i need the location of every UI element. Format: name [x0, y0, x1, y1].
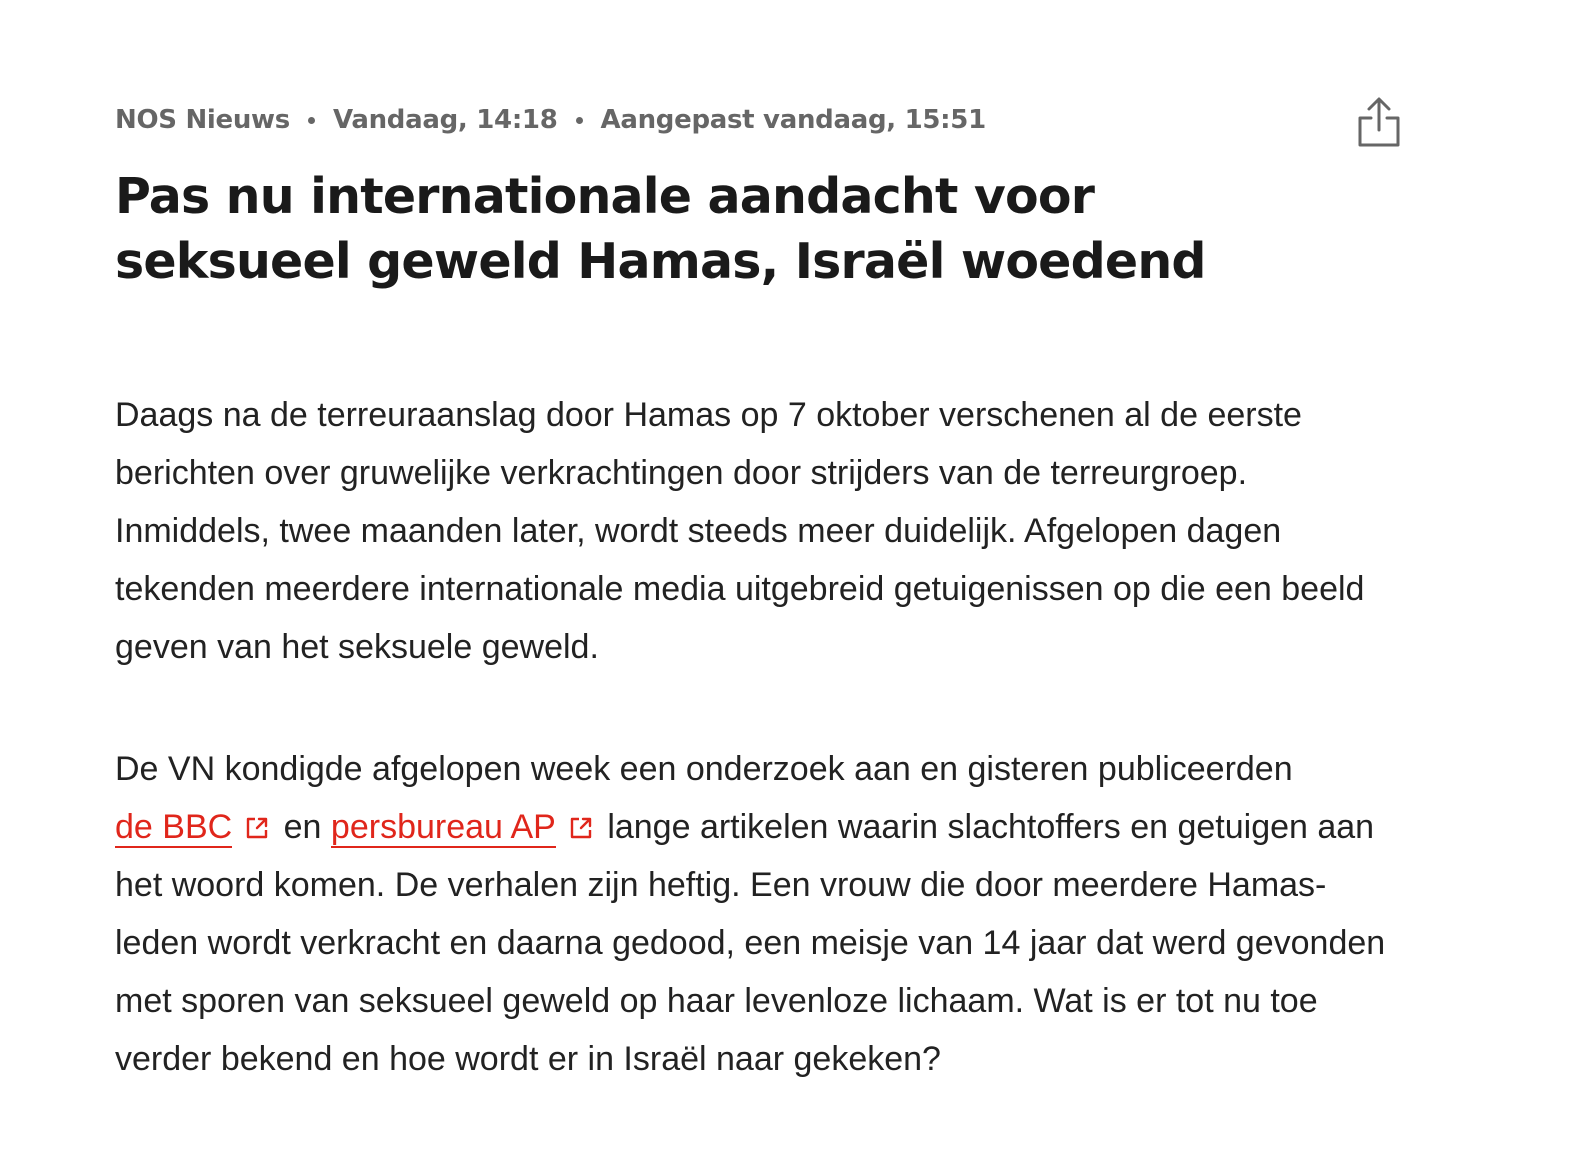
- link-ap[interactable]: persbureau AP: [330, 808, 556, 846]
- article-meta: [115, 96, 1405, 144]
- article-body: [115, 386, 1405, 1088]
- paragraph-2-rest: lange artikelen waarin slachtoffers en getuigen aan het woord komen. De verhalen zijn heftig. Een vrouw die door meerdere Hamas-leden wordt verkracht en daarna gedood, een meisje van 14 jaar dat werd gevonden met sporen van seksueel geweld op haar levenloze lichaam. Wat is er tot nu toe verder bekend en hoe wordt er in Israël naar gekeken?: [115, 808, 1386, 1078]
- updated-time: Aangepast vandaag, 15:51: [600, 105, 986, 135]
- share-icon: [1356, 96, 1402, 148]
- source-label: NOS Nieuws: [115, 105, 290, 135]
- published-time: Vandaag, 14:18: [332, 105, 558, 135]
- paragraph-2: [115, 740, 1405, 1088]
- paragraph-1: Daags na de terreuraanslag door Hamas op 7 oktober verschenen al de eerste berichten over gruwelijke verkrachtingen door strijders van de terreurgroep. Inmiddels, twee maanden later, wordt steeds meer duidelijk. Afgelopen dagen tekenden meerdere internationale media uitgebreid getuigenissen op die een beeld geven van het seksuele geweld.: [115, 396, 1365, 666]
- paragraph-2-intro: De VN kondigde afgelopen week een onderzoek aan en gisteren publiceerden: [115, 750, 1293, 788]
- article-headline: Pas nu internationale aandacht voor seksueel geweld Hamas, Israël woedend: [115, 168, 1206, 290]
- article: [115, 96, 1405, 1152]
- paragraph-2-between: en: [283, 808, 322, 846]
- separator-dot: [576, 117, 583, 124]
- separator-dot: [308, 117, 315, 124]
- share-button[interactable]: [1353, 96, 1405, 148]
- external-link-icon[interactable]: [568, 815, 594, 841]
- external-link-icon[interactable]: [244, 815, 270, 841]
- link-bbc[interactable]: de BBC: [115, 808, 233, 846]
